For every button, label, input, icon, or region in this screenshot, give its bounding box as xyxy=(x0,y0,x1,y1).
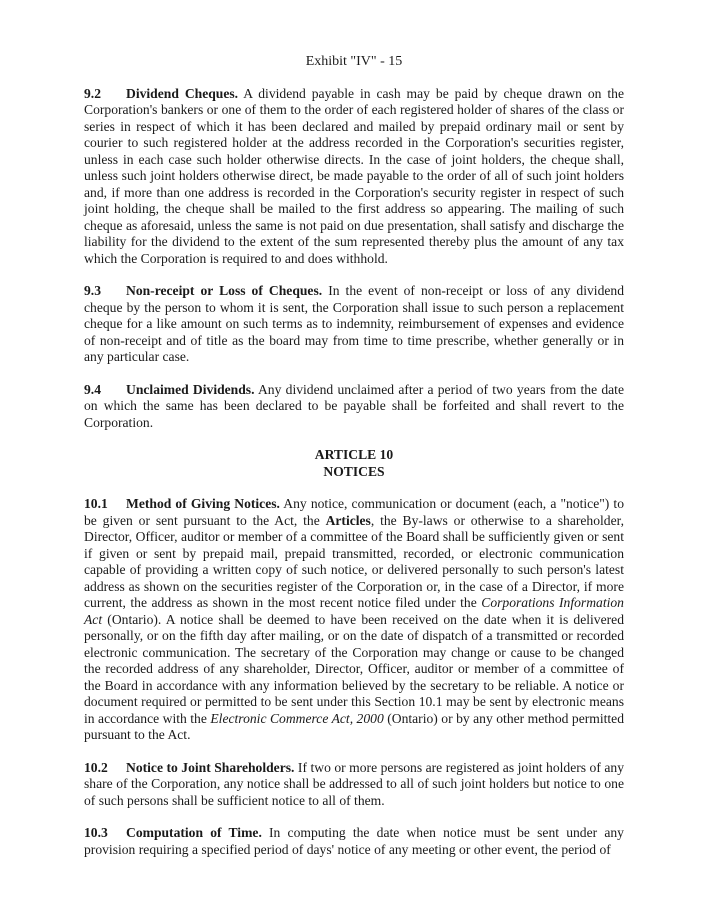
section-body-part-4: (Ontario) or by any other method permitted pursuant to the Act. xyxy=(84,710,624,742)
section-number: 10.1 xyxy=(84,496,108,511)
section-body: In the event of non-receipt or loss of any dividend cheque by the person to whom it is sent, the Corporation shall issue to such person a replacement cheque for a like amount on such terms as to indemnity, reimbursement of expenses and evidence of non-receipt and of title as the board may from time to time prescribe, whether generally or in any particular case. xyxy=(84,283,625,364)
section-body: If two or more persons are registered as joint holders of any share of the Corporation, any notice shall be addressed to all of such joint holders but notice to one of such persons shall be sufficient notice to all of them. xyxy=(84,759,624,808)
section-body: In computing the date when notice must be sent under any provision requiring a specified period of days' notice of any meeting or other event, the period of xyxy=(84,825,624,857)
section-title: Unclaimed Dividends. xyxy=(126,381,255,397)
section-title: Computation of Time. xyxy=(126,825,262,840)
statute-electronic-commerce-act: Electronic Commerce Act, 2000 xyxy=(210,710,384,726)
section-number: 9.2 xyxy=(84,85,101,101)
section-10-3 xyxy=(84,825,624,858)
article-number: ARTICLE 10 xyxy=(314,447,394,462)
statute-corporations-information-act: Corporations Information Act xyxy=(84,595,624,627)
section-9-4 xyxy=(84,382,624,432)
section-title: Notice to Joint Shareholders. xyxy=(126,759,295,775)
section-body: Any dividend unclaimed after a period of two years from the date on which the same has been declared to be payable shall be forfeited and shall revert to the Corporation. xyxy=(84,381,624,430)
section-number: 10.3 xyxy=(84,825,108,840)
section-title: Method of Giving Notices. xyxy=(126,496,280,511)
section-body: A dividend payable in cash may be paid by cheque drawn on the Corporation's bankers or one of them to the order of each registered holder of shares of the class or series in respect of which it has been declared and mailed by prepaid ordinary mail or sent by courier to such registered holder at the address recorded in the Corporation's securities register, unless in each case such holder otherwise directs. In the case of joint holders, the cheque shall, unless such joint holders otherwise direct, be made payable to the order of all of such joint holders and, if more than one address is recorded in the Corporation's security register in respect of such joint holding, the cheque shall be mailed to the first address so appearing. The mailing of such cheque as aforesaid, unless the same is not paid on due presentation, shall satisfy and discharge the liability for the dividend to the extent of the sum represented thereby plus the amount of any tax which the Corporation is required to and does withhold. xyxy=(84,85,624,266)
section-body-part-2: , the By-laws or otherwise to a shareholder, Director, Officer, auditor or member of a committee of the Board shall be sufficiently given or sent if given or sent by prepaid mail, prepaid transmitted, recorded, or electronic communication capable of providing a written copy of such notice, or delivered personally to such person's latest address as shown on the securities register of the Corporation or, in the case of a Director, if more current, the address as shown in the most recent notice filed under the xyxy=(84,512,624,610)
section-title: Non-receipt or Loss of Cheques. xyxy=(126,283,323,298)
article-title: NOTICES xyxy=(323,463,385,479)
page-header: Exhibit "IV" - 15 xyxy=(305,54,403,69)
section-9-3 xyxy=(84,283,624,366)
section-body-part-3: (Ontario). A notice shall be deemed to have been received on the date when it is delivered personally, or on the fifth day after mailing, or on the date of dispatch of a transmitted or recorded electronic communication. The secretary of the Corporation may change or cause to be changed the recorded address of any shareholder, Director, Officer, auditor or member of a committee of the Board in accordance with any information believed by the secretary to be reliable. A notice or document required or permitted to be sent under this Section 10.1 may be sent by electronic means in accordance with the xyxy=(84,611,624,726)
section-number: 10.2 xyxy=(84,759,108,775)
section-9-2 xyxy=(84,86,624,268)
article-heading xyxy=(84,447,624,480)
section-body-part-1: Any notice, communication or document (each, a "notice") to be given or sent pursuant to the Act, the xyxy=(84,496,624,528)
section-title: Dividend Cheques. xyxy=(126,85,239,101)
section-10-2 xyxy=(84,760,624,810)
section-10-1 xyxy=(84,496,624,744)
document-page xyxy=(84,54,624,874)
articles-term: Articles xyxy=(325,512,371,528)
section-number: 9.4 xyxy=(84,381,101,397)
section-number: 9.3 xyxy=(84,283,101,298)
